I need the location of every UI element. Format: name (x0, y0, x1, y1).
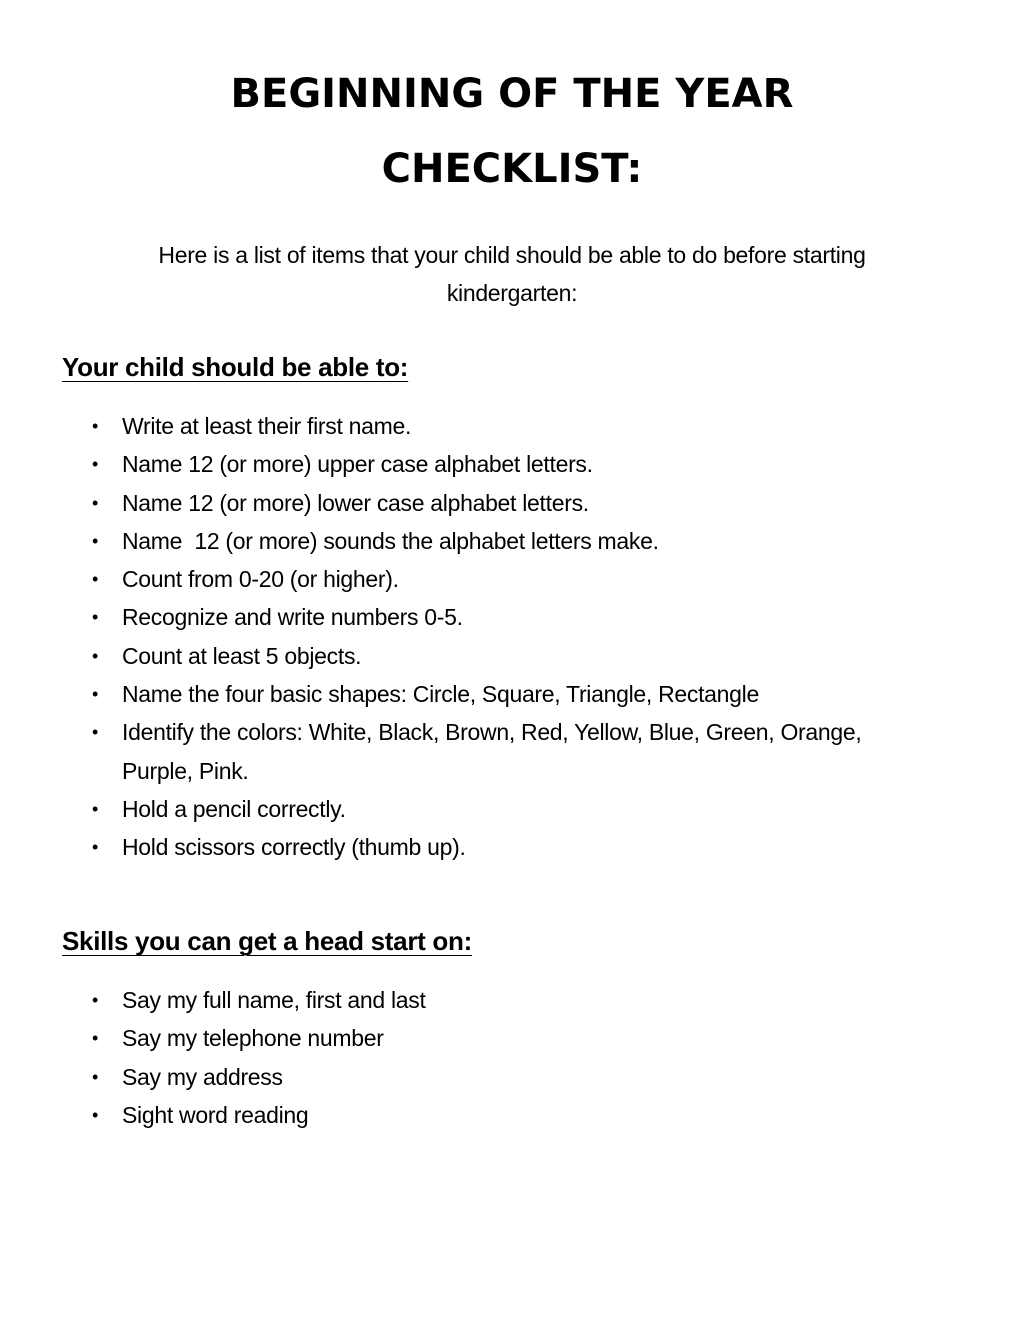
list-item (0, 675, 1024, 713)
bullet-icon: • (91, 645, 98, 666)
bullet-icon: • (91, 492, 98, 513)
abilities-list (0, 407, 1024, 867)
bullet-icon: • (91, 416, 98, 436)
list-item-text: Sight word reading (122, 1101, 309, 1128)
list-item-text: Name 12 (or more) lower case alphabet letters. (122, 489, 589, 516)
list-item-text: Write at least their first name. (122, 413, 412, 439)
list-item (0, 828, 1024, 866)
bullet-icon: • (91, 530, 98, 551)
list-item-text: Name 12 (or more) upper case alphabet letters. (122, 451, 593, 478)
list-item (0, 1058, 1024, 1096)
bullet-icon: • (91, 1104, 98, 1125)
bullet-icon: • (91, 454, 98, 475)
list-item-text: Count from 0-20 (or higher). (122, 566, 399, 593)
list-item (0, 713, 1024, 790)
bullet-icon: • (91, 569, 98, 590)
page-title-line-2: CHECKLIST: (381, 146, 643, 192)
skills-heading: Skills you can get a head start on: (62, 926, 472, 956)
bullet-icon: • (91, 837, 98, 858)
bullet-icon: • (91, 1028, 98, 1049)
bullet-icon: • (91, 722, 98, 743)
intro-text: Here is a list of items that your child should be able to do before starting kindergarten: (158, 242, 866, 306)
list-item-text: Name 12 (or more) sounds the alphabet letters make. (122, 527, 659, 554)
bullet-icon: • (91, 607, 98, 628)
abilities-heading: Your child should be able to: (62, 352, 409, 382)
bullet-icon: • (91, 1066, 98, 1087)
bullet-icon: • (91, 684, 98, 705)
list-item (0, 1096, 1024, 1134)
bullet-icon: • (91, 798, 98, 819)
page-title-line-1: BEGINNING OF THE YEAR (230, 71, 794, 117)
list-item (0, 445, 1024, 483)
list-item (0, 598, 1024, 636)
list-item-text: Say my full name, first and last (122, 987, 426, 1013)
list-item-text: Hold scissors correctly (thumb up). (122, 834, 466, 861)
list-item-text: Recognize and write numbers 0-5. (122, 604, 463, 631)
list-item (0, 484, 1024, 522)
list-item (0, 790, 1024, 828)
list-item-text: Say my telephone number (122, 1025, 384, 1052)
list-item (0, 1019, 1024, 1057)
list-item (0, 560, 1024, 598)
bullet-icon: • (91, 990, 98, 1010)
list-item (0, 981, 1024, 1019)
list-item-text: Identify the colors: White, Black, Brown, Red, Yellow, Blue, Green, Orange, Purple, Pink. (122, 719, 862, 784)
list-item (0, 637, 1024, 675)
list-item (0, 407, 1024, 445)
list-item-text: Count at least 5 objects. (122, 642, 362, 669)
list-item-text: Hold a pencil correctly. (122, 795, 346, 822)
list-item (0, 522, 1024, 560)
list-item-text: Name the four basic shapes: Circle, Square, Triangle, Rectangle (122, 681, 759, 708)
skills-list (0, 981, 1024, 1134)
list-item-text: Say my address (122, 1063, 283, 1090)
